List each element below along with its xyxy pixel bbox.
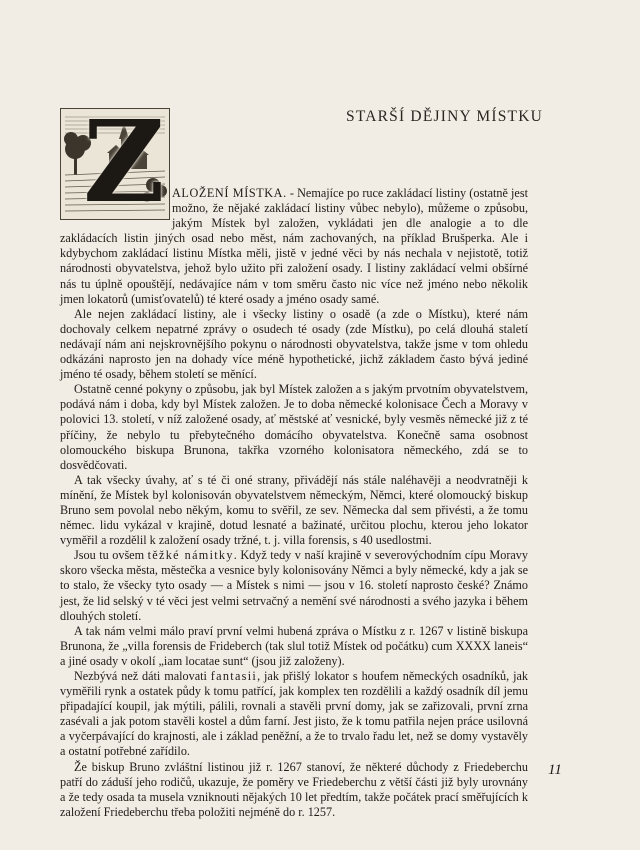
body-text	[60, 186, 528, 820]
paragraph-run: Jsou tu ovšem	[74, 548, 148, 563]
paragraph-run: Ostatně cenné pokyny o způsobu, jak byl Místek založen a s jakým prvotním obyvatelstvem, podává nám i doba, kdy byl Místek založen. Je to doba německé kolonisace Čech a Moravy v polovici 13. století, v níž založené osady, ať městské ať vesnické, byly vesměs německé již z té příčiny, že nebylo tu přebytečného domácího obyvatelstva. Konečně sama osobnost olomouckého biskupa Brunona, takřka vzorného kolonisatora německého, zdá se to dosvědčovati.	[60, 382, 528, 472]
paragraph-run: - Nemajíce po ruce zakládací listiny (ostatně jest možno, že nějaké zakládací listiny vůbec nebylo), můžeme o způsobu, jakým Místek byl založen, vykládati jen dle analogie a to dle zakládacích listin jiných osad nebo měst, nám zachovaných, na příklad Brušperka. Ale i kdybychom zakládací listinu Místka měli, jistě v jedné věci by nás nechala v nejistotě, totiž národnosti obyvatelstva, jehož bylo užito při založení osady. I listiny zakládací velmi obšírné nás tu úplně opouštějí, nedávajíce nám v tom směru často nic více než jméno nebo několik jmen lokatorů (umisťovatelů) té které osady a jméno osady samé.	[60, 186, 528, 306]
paragraph-run: Ale nejen zakládací listiny, ale i všecky listiny o osadě (a zde o Místku), které nám dochovaly celkem nepatrné zprávy o osudech té osady (zde Místku), po celá dlouhá staletí nedávají nám ani nejskrovnějšího pokynu o národnosti obyvatelstva, takže jsme v tom ohledu odkázáni naprosto jen na dohady více méně hypothetické, jichž základem často bývá jediné jméno té osady, během století se měnící.	[60, 306, 528, 382]
initial-letter: Z	[83, 108, 165, 220]
spaced-emphasis: fantasii	[210, 669, 258, 683]
paragraph-run: A tak nám velmi málo praví první velmi hubená zpráva o Místku z r. 1267 v listině biskupa Brunona, že „villa forensis de Frideberch (tak slul totiž Místek od počátku) cum XXXX laneis“ a jiné osady v okolí „iam locatae sunt“ (jsou již založeny).	[60, 623, 528, 668]
paragraph	[60, 382, 528, 473]
running-title: STARŠÍ DĚJINY MÍSTKU	[346, 108, 543, 125]
paragraph	[60, 760, 528, 820]
paragraph	[60, 186, 528, 307]
paragraph-run: A tak všecky úvahy, ať s té či oné strany, přivádějí nás stále naléhavěji a neodvratněji k mínění, že Místek byl kolonisován obyvatelstvem německým, Němci, které olomoucký biskup Bruno sem povolal nebo někým, komu to svěřil, ze sev. Německa dal sem přivésti, a že tomu němec. lidu vykázal v krajině, dotud lesnaté a bažinaté, určitou plochu, kterou jeho lokator vyměřil a rozdělil k založení osady tržné, t. j. villa forensis, s 40 usedlostmi.	[60, 472, 528, 548]
paragraph	[60, 669, 528, 760]
paragraph	[60, 307, 528, 382]
page-number: 11	[548, 762, 562, 778]
section-heading: ALOŽENÍ MÍSTKA.	[172, 186, 287, 200]
spaced-emphasis: těžké námitky	[147, 548, 234, 563]
initial-spacer	[60, 186, 172, 218]
paragraph	[60, 548, 528, 623]
paragraph-run: Nezbývá než dáti malovati	[74, 669, 211, 683]
paragraph	[60, 624, 528, 669]
paragraph	[60, 473, 528, 548]
paragraph-run: Že biskup Bruno zvláštní listinou již r. 1267 stanoví, že některé důchody z Friedeberchu patří do záduší jeho rodičů, ukazuje, že poměry ve Friedeberchu z větší části již byly urovnány a že tedy osada ta musela vzniknouti nějakých 10 let předtím, takže počátek prací směřujících k založení Friedeberchu třeba položiti nejméně do r. 1257.	[60, 759, 528, 819]
paragraph-run: , jak přišlý lokator s houfem německých osadníků, jak vyměřili rynk a ostatek půdy k tomu patřící, jak komplex ten rozdělili a každý osadník díl jemu připadající koupil, jak mýtili, pálili, rovnali a stavěli první domy, jak se zařizovali, první zrna zasévali a jak potom stavěli kostel a dům farní. Jest jisto, že k tomu patřila nejen práce usilovná a vyčerpávající do krajnosti, ale i základ peněžní, a že to trvalo řadu let, než se domy vystavěly a ostatní potřebné zařídilo.	[60, 669, 528, 759]
paragraph-run: . Když tedy v naší krajině v severovýchodním cípu Moravy skoro všecka města, městečka a vesnice byly kolonisovány Němci a byly německé, kdy a jak se to stalo, že všecky tyto osady — a Místek s nimi — jsou v 16. století naprosto české? Známo jest, že lid selský v té věci jest velmi setrvačný a nemění své národnosti a svého jazyka i během dlouhých století.	[60, 548, 528, 623]
